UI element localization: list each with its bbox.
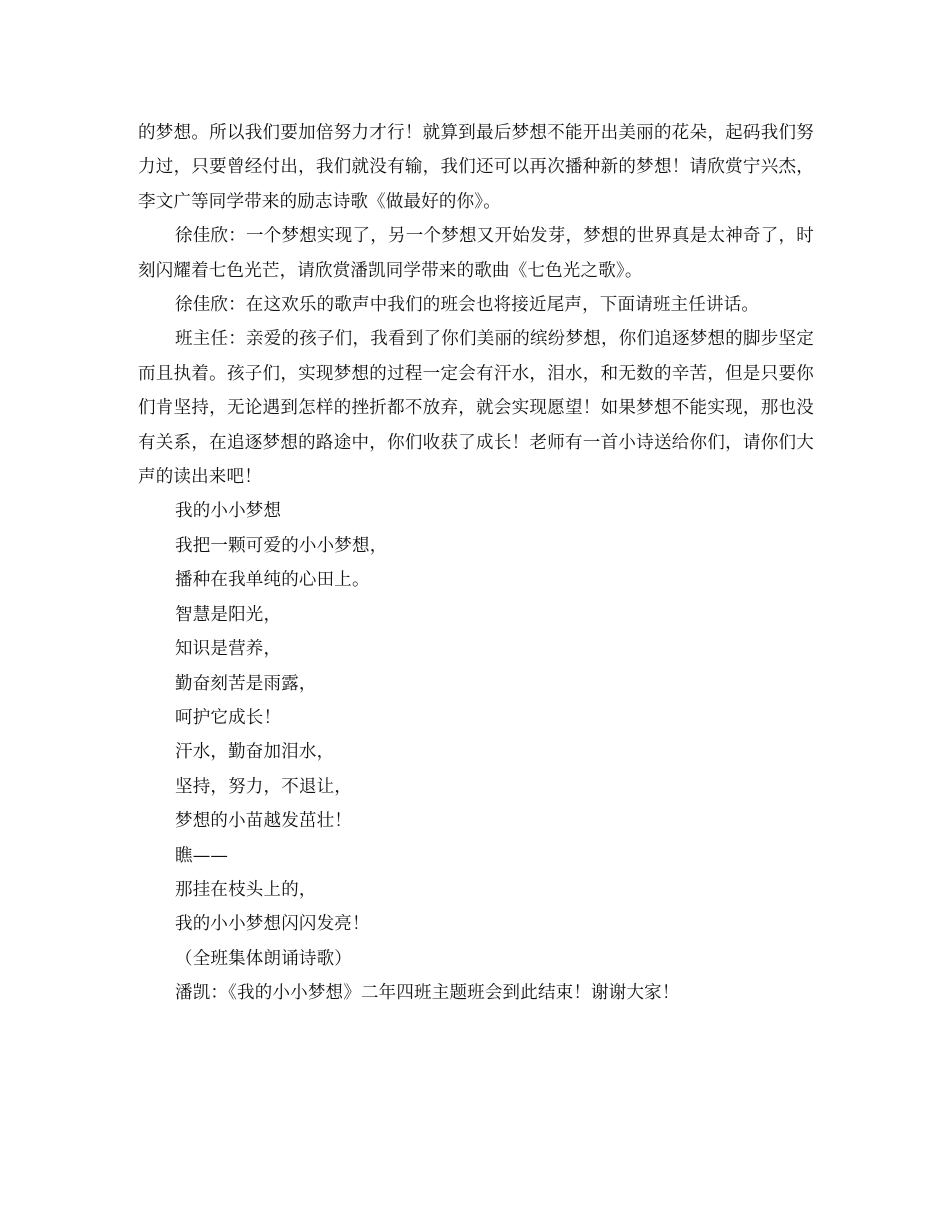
- poem-line: 我把一颗可爱的小小梦想，: [175, 535, 388, 556]
- stage-direction: （全班集体朗诵诗歌）: [175, 948, 352, 969]
- paragraph-continuation: 的梦想。所以我们要加倍努力才行！就算到最后梦想不能开出美丽的花朵，起码我们努力过，只要曾经付出，我们就没有输，我们还可以再次播种新的梦想！请欣赏宁兴杰，李文广等同学带来的励志诗歌《做最好的你》。: [138, 123, 814, 212]
- poem-line: 梦想的小苗越发茁壮！: [175, 811, 352, 832]
- poem-line: 智慧是阳光，: [175, 604, 282, 625]
- poem-title: 我的小小梦想: [175, 501, 282, 522]
- paragraph-host-speech-2: 徐佳欣：在这欢乐的歌声中我们的班会也将接近尾声，下面请班主任讲话。: [175, 295, 760, 316]
- poem-line: 我的小小梦想闪闪发亮！: [175, 914, 370, 935]
- poem-line: 播种在我单纯的心田上。: [175, 570, 370, 591]
- poem-line: 勤奋刻苦是雨露，: [175, 673, 317, 694]
- poem-line: 呵护它成长！: [175, 707, 282, 728]
- closing-remark: 潘凯：《我的小小梦想》二年四班主题班会到此结束！谢谢大家！: [175, 983, 680, 1004]
- paragraph-teacher-speech: 班主任：亲爱的孩子们，我看到了你们美丽的缤纷梦想，你们追逐梦想的脚步坚定而且执着。孩子们，实现梦想的过程一定会有汗水，泪水，和无数的辛苦，但是只要你们肯坚持，无论遇到怎样的挫折都不放弃，就会实现愿望！如果梦想不能实现，那也没有关系，在追逐梦想的路途中，你们收获了成长！老师有一首小诗送给你们，请你们大声的读出来吧！: [138, 329, 814, 488]
- poem-line: 那挂在枝头上的，: [175, 879, 317, 900]
- poem-line: 瞧——: [175, 845, 229, 866]
- document-body: [138, 116, 814, 1011]
- poem-line: 知识是营养，: [175, 639, 282, 660]
- poem-line: 坚持，努力，不退让，: [175, 776, 352, 797]
- paragraph-host-speech-1: 徐佳欣：一个梦想实现了，另一个梦想又开始发芽，梦想的世界真是太神奇了，时刻闪耀着七色光芒，请欣赏潘凯同学带来的歌曲《七色光之歌》。: [138, 226, 814, 281]
- poem-line: 汗水，勤奋加泪水，: [175, 742, 335, 763]
